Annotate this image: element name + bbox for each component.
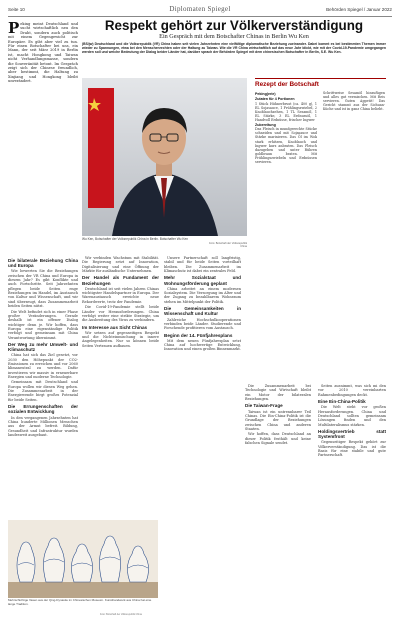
body-column-2 — [82, 256, 159, 349]
section-heading: Beginn der 14. Fünfjahresplans — [164, 332, 233, 338]
recipe-title: Rezept der Botschaft — [255, 81, 319, 88]
section-heading: Die bilaterale Beziehung China und Europa — [8, 258, 78, 269]
body-paragraph: Wir verbinden Wachstum mit Stabilität. Die Regierung setzt auf Innovation, Digitalisierung und eine Öffnung der Märkte für ausländische Unternehmen. — [82, 256, 159, 274]
section-heading: Der Weg zu mehr Umwelt- und Klimaschutz — [8, 341, 78, 353]
vases-credit: Foto: Botschaft der Volksrepublik China — [100, 613, 142, 616]
ingredients-heading: Zutaten für 4 Portionen — [255, 97, 295, 102]
recipe-subtitle: Peking(erie) — [255, 92, 276, 96]
recipe-box — [255, 78, 386, 379]
body-paragraph: Wie bewerten Sie die Beziehungen zwischen der VR China und Europa in diesem Jahr? Es gibt Konflikte und auch Fortschritte. Seit Jahrzehnten pflegen beide Seiten enge Beziehungen im Handel, im Austausch von Kultur und Wissenschaft, und wir sind überzeugt, dass Zusammenarbeit beiden Seiten nützt. — [8, 269, 78, 309]
article-kicker: Ein Gespräch mit dem Botschafter Chinas in Berlin Wu Ken — [159, 33, 309, 40]
ingredients-text: 1 Stück Hühnerbrust (ca. 400 g), 1 EL Sojasauce, 1 Frühlingszwiebel, 2 Knoblauchzehen, 1 TL Sesamöl, 1 EL Stärke, 3 EL Erdnussöl, 1 Handvoll Erdnüsse, frischer Ingwer — [255, 101, 317, 122]
body-paragraph: China hat sich das Ziel gesetzt, vor 2030 den Höhepunkt der CO2-Emissionen zu erreichen und vor 2060 klimaneutral zu werden. Dafür investieren wir massiv in erneuerbare Energien und moderne Technologie. — [8, 353, 78, 380]
body-column-3 — [164, 256, 241, 353]
recipe-column-left — [255, 91, 317, 165]
article-headline: Respekt gehört zur Völkerverständigung — [104, 18, 364, 33]
body-paragraph: Die Welt befindet sich in einer Phase großer Veränderungen. Gerade deshalb ist ein offener Dialog wichtiger denn je. Wir hoffen, dass Europa eine eigenständige Politik verfolgt und gemeinsam mit China Verantwortung übernimmt. — [8, 309, 78, 340]
recipe-column-right — [323, 91, 385, 112]
section-heading: Die Errungenschaften der sozialen Entwicklung — [8, 404, 78, 415]
body-paragraph: Taiwan ist ein untrennbarer Teil Chinas. Die Ein-China-Politik ist die Grundlage der Beziehungen zwischen China und anderen Staaten. — [245, 409, 311, 431]
body-paragraph: Gegenseitiger Respekt gehört zur Völkerverständigung. Das ist die Basis für eine stabile und gute Partnerschaft. — [318, 440, 386, 458]
body-paragraph: Die Covid-19-Pandemie stellt beide Länder vor Herausforderungen. China verfolgt weiter eine strikte Strategie, um die Ausbreitung des Virus zu verhindern. — [82, 305, 159, 323]
photo-credit: Foto: Botschaft der Volksrepublik China — [209, 242, 247, 248]
vases-caption: Mehrschichtige Vasen aus der Qing-Dynastie im Chinesischen Museum. Kunsthandwerk aus China hat eine lange Tradition. — [8, 598, 152, 606]
section-heading: Der Handel als Fundament der Beziehungen — [82, 275, 159, 286]
section-heading: Mehr Sozialstaat und Wohnungsförderung geplant — [164, 275, 241, 286]
issue-label: Behörden Spiegel / Januar 2022 — [326, 7, 392, 12]
section-title: Diplomaten Spiegel — [169, 5, 231, 13]
body-paragraph: Seiten ausnimmt, was sich mi den vor 2010 vereinbarten Rahmenbedingungen deckt. — [318, 384, 386, 397]
body-column-4 — [245, 384, 311, 446]
body-column-1 — [8, 256, 78, 438]
section-heading: Eine Ein-China-Politik — [318, 399, 366, 405]
preparation-heading: Zubereitung — [255, 122, 276, 127]
section-heading: Holdingsvertrieb statt Systemfront — [318, 428, 386, 440]
intro-text: eking meint Deutschland und sucht wirtschaftlich neu den Draht, sondern auch politisch mit einem Gegengewicht zur Europäer. Es gibt aber viel zu tun. Für einen Botschafter bei uns, ein Mann, der seit März 2019 in Berlin ist, macht Hongkong und Taiwan nicht Verhandlungsmasse, sondern die Souveränität betont. Im Gespräch zeigt sich der Chinese freundlich, aber bestimmt, die Haltung zu Xinjiang und Hongkong bleibt unverändert. — [8, 22, 78, 84]
drop-cap: P — [8, 19, 20, 37]
vases-image-icon — [8, 520, 158, 598]
body-paragraph: In den vergangenen Jahrzehnten hat China hunderte Millionen Menschen aus der Armut befreit. Bildung, Gesundheit und Infrastruktur wurden landesweit ausgebaut. — [8, 415, 78, 437]
body-column-5 — [318, 384, 386, 459]
body-paragraph: Gemeinsam mit Deutschland und Europa wollen wir diesen Weg gehen. Die Zusammenarbeit in der Energiewende birgt großes Potenzial für beide Seiten. — [8, 380, 78, 402]
body-paragraph: Wir hoffen, dass Deutschland an dieser Politik festhält und keine falschen Signale sendet. — [245, 432, 311, 445]
intro-column — [8, 19, 78, 84]
preparation-text: Das Fleisch in mundgerechte Stücke schneiden und mit Sojasauce und Stärke marinieren. Das Öl im Wok stark erhitzen, Knoblauch und Ingwer kurz anbraten. Das Fleisch dazugeben und unter Rühren goldbraun braten. Mit Frühlingszwiebeln und Erdnüssen servieren. — [255, 127, 317, 164]
section-heading: Die Gemeinsamkeiten in Wissenschaft und Kultur — [164, 306, 241, 317]
body-paragraph: Wir setzen auf gegenseitigen Respekt und die Nichteinmischung in innere Angelegenheiten. Nur so können beide Seiten Vertrauen aufbauen. — [82, 330, 159, 348]
ambassador-portrait-icon — [82, 78, 247, 236]
body-paragraph: Mit dem neuen Fünfjahresplan setzt China auf hochwertige Entwicklung, Innovation und einen großen Binnenmarkt. — [164, 338, 241, 352]
body-paragraph: Unsere Partnerschaft soll langfristig, stabil und für beide Seiten vorteilhaft bleiben. Die Zusammenarbeit im Klimaschutz ist dabei ein zentrales Feld. — [164, 256, 241, 274]
vases-photo — [8, 520, 158, 598]
recipe-continued-text: Schrittweise Sesamöl hinzufügen und alles gut vermischen. Mit Reis servieren. Guten Appetit! Das Gericht stammt aus der Sichuan-Küche und ist in ganz China beliebt. — [323, 91, 385, 112]
section-heading: Die Taiwan-Frage — [245, 403, 283, 409]
body-paragraph: Die Zusammenarbeit bei Technologie und Wirtschaft bleibt ein Motor der bilateralen Beziehungen. — [245, 384, 311, 402]
page-number: Seite 10 — [8, 7, 25, 12]
body-paragraph: China arbeitet an einem modernen Sozialsystem. Die Versorgung im Alter und der Zugang zu bezahlbarem Wohnraum stehen im Mittelpunkt der Politik. — [164, 286, 241, 304]
ambassador-photo — [82, 78, 247, 236]
page-header — [8, 6, 392, 17]
article-lead: (BS/jw) Deutschland und die Volksrepublik (VR) China haben seit vielen Jahrzehnten eine vielfältige diplomatische Beziehung zueinander. Dabei kommt es bei bestimmten Themen immer wieder zu Spannungen, etwa bei den Menschenrechten oder der Haltung zu Taiwan. Wie die VR China wirtschaftlich auf das neue Jahr blickt, wie mit der Covid-19-Pandemie umgegangen werden soll und welche Bedeutung der Dialog beider Länder hat, darüber sprach der Behörden Spiegel mit dem chinesischen Botschafter in Berlin, S.E. Wu Ken. — [82, 42, 386, 55]
section-heading: Im Interesse aus Sicht Chinas — [82, 324, 148, 330]
photo-caption: Wu Ken, Botschafter der Volksrepublik China in Berlin. Botschafter Wu Ken — [82, 237, 189, 241]
body-paragraph: Die Welt steht vor großen Herausforderungen. China und Deutschland sollten gemeinsam Lösungen finden und den Multilateralismus stärken. — [318, 405, 386, 427]
body-paragraph: Deutschland ist seit vielen Jahren Chinas wichtigster Handelspartner in Europa. Der Warenaustausch erreichte neue Rekordwerte, trotz der Pandemie. — [82, 286, 159, 304]
body-paragraph: Zahlreiche Hochschulkooperationen verbinden beide Länder. Studierende und Forschende profitieren vom Austausch. — [164, 317, 241, 331]
